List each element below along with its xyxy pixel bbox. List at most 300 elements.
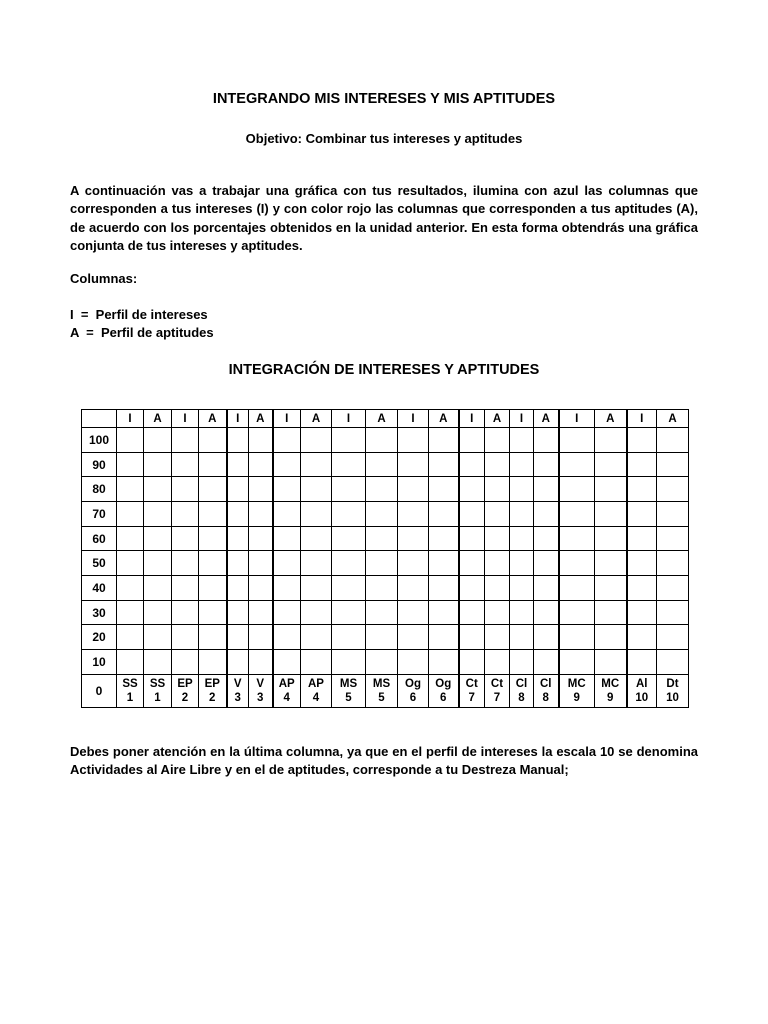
grid-cell[interactable] (429, 551, 459, 576)
column-code: EP (177, 677, 193, 690)
grid-cell[interactable] (332, 428, 366, 453)
grid-cell[interactable] (144, 452, 172, 477)
table-row (82, 551, 689, 576)
grid-cell[interactable] (559, 650, 595, 675)
grid-cell[interactable] (117, 428, 144, 453)
column-number: 9 (607, 691, 614, 704)
grid-cell[interactable] (273, 477, 301, 502)
grid-cell[interactable] (273, 625, 301, 650)
grid-cell[interactable] (398, 600, 429, 625)
grid-cell[interactable] (398, 452, 429, 477)
y-label: 60 (82, 526, 117, 551)
grid-cell[interactable] (485, 600, 510, 625)
header-cell: A (485, 410, 510, 428)
column-code-cell (485, 674, 510, 707)
grid-cell[interactable] (332, 452, 366, 477)
table-row (82, 428, 689, 453)
grid-cell[interactable] (273, 428, 301, 453)
grid-cell[interactable] (595, 428, 627, 453)
grid-cell[interactable] (144, 502, 172, 527)
grid-cell[interactable] (510, 600, 534, 625)
grid-cell[interactable] (534, 452, 559, 477)
grid-cell[interactable] (273, 452, 301, 477)
grid-cell[interactable] (227, 428, 249, 453)
header-cell: I (227, 410, 249, 428)
grid-cell[interactable] (429, 477, 459, 502)
grid-cell[interactable] (249, 526, 273, 551)
grid-cell[interactable] (627, 625, 657, 650)
grid-cell[interactable] (366, 625, 398, 650)
grid-cell[interactable] (227, 452, 249, 477)
grid-cell[interactable] (301, 551, 332, 576)
column-code: SS (122, 677, 138, 690)
column-code: Ct (490, 677, 504, 690)
grid-cell[interactable] (510, 551, 534, 576)
grid-cell[interactable] (595, 576, 627, 601)
grid-cell[interactable] (534, 650, 559, 675)
grid-cell[interactable] (485, 502, 510, 527)
grid-cell[interactable] (657, 650, 689, 675)
grid-cell[interactable] (172, 526, 199, 551)
grid-cell[interactable] (657, 600, 689, 625)
grid-cell[interactable] (559, 576, 595, 601)
grid-cell[interactable] (627, 428, 657, 453)
grid-cell[interactable] (429, 576, 459, 601)
columns-label: Columnas: (70, 271, 138, 286)
grid-cell[interactable] (117, 452, 144, 477)
column-number: 7 (468, 691, 475, 704)
grid-cell[interactable] (144, 477, 172, 502)
grid-cell[interactable] (172, 477, 199, 502)
grid-cell[interactable] (366, 600, 398, 625)
grid-cell[interactable] (534, 576, 559, 601)
column-number: 2 (209, 691, 216, 704)
grid-cell[interactable] (199, 576, 227, 601)
column-code-cell (227, 674, 249, 707)
grid-cell[interactable] (172, 452, 199, 477)
column-number: 3 (234, 691, 241, 704)
interests-aptitudes-grid (81, 409, 689, 708)
grid-cell[interactable] (534, 625, 559, 650)
grid-cell[interactable] (332, 650, 366, 675)
grid-cell[interactable] (657, 452, 689, 477)
grid-cell[interactable] (595, 625, 627, 650)
grid-cell[interactable] (301, 625, 332, 650)
grid-cell[interactable] (459, 477, 485, 502)
header-cell: A (657, 410, 689, 428)
grid-cell[interactable] (559, 452, 595, 477)
grid-cell[interactable] (249, 600, 273, 625)
grid-cell[interactable] (627, 526, 657, 551)
column-code: AP (308, 677, 324, 690)
grid-cell[interactable] (301, 600, 332, 625)
grid-cell[interactable] (398, 477, 429, 502)
grid-cell[interactable] (227, 477, 249, 502)
column-code: Cl (515, 677, 528, 690)
grid-cell[interactable] (366, 502, 398, 527)
y-label: 50 (82, 551, 117, 576)
grid-cell[interactable] (366, 576, 398, 601)
grid-cell[interactable] (595, 551, 627, 576)
grid-cell[interactable] (144, 600, 172, 625)
grid-cell[interactable] (485, 650, 510, 675)
grid-cell[interactable] (559, 428, 595, 453)
table-header-row (82, 410, 689, 428)
grid-cell[interactable] (459, 650, 485, 675)
grid-cell[interactable] (249, 551, 273, 576)
grid-cell[interactable] (657, 477, 689, 502)
grid-cell[interactable] (199, 625, 227, 650)
grid-cell[interactable] (249, 502, 273, 527)
column-code: MC (601, 677, 620, 690)
grid-cell[interactable] (559, 502, 595, 527)
grid-cell[interactable] (510, 428, 534, 453)
grid-cell[interactable] (485, 526, 510, 551)
column-number: 3 (257, 691, 264, 704)
grid-cell[interactable] (429, 650, 459, 675)
grid-cell[interactable] (429, 526, 459, 551)
grid-cell[interactable] (559, 526, 595, 551)
table-row (82, 600, 689, 625)
table-footer-row (82, 674, 689, 707)
column-code: MS (339, 677, 358, 690)
grid-cell[interactable] (227, 576, 249, 601)
grid-cell[interactable] (301, 477, 332, 502)
table-row (82, 452, 689, 477)
grid-cell[interactable] (249, 576, 273, 601)
grid-cell[interactable] (595, 600, 627, 625)
grid-cell[interactable] (510, 625, 534, 650)
grid-cell[interactable] (657, 625, 689, 650)
grid-cell[interactable] (485, 477, 510, 502)
grid-cell[interactable] (534, 600, 559, 625)
grid-cell[interactable] (199, 477, 227, 502)
grid-cell[interactable] (595, 477, 627, 502)
grid-cell[interactable] (332, 477, 366, 502)
column-code-cell (595, 674, 627, 707)
grid-cell[interactable] (459, 625, 485, 650)
column-code-cell (144, 674, 172, 707)
grid-cell[interactable] (117, 477, 144, 502)
grid-cell[interactable] (459, 526, 485, 551)
grid-cell[interactable] (559, 625, 595, 650)
header-cell: I (559, 410, 595, 428)
grid-cell[interactable] (459, 576, 485, 601)
grid-cell[interactable] (398, 576, 429, 601)
y-label: 90 (82, 452, 117, 477)
column-code: MS (372, 677, 391, 690)
grid-cell[interactable] (117, 551, 144, 576)
grid-cell[interactable] (249, 428, 273, 453)
grid-cell[interactable] (144, 576, 172, 601)
grid-cell[interactable] (332, 502, 366, 527)
grid-cell[interactable] (657, 576, 689, 601)
column-code-cell (249, 674, 273, 707)
grid-cell[interactable] (366, 428, 398, 453)
column-code: V (256, 677, 265, 690)
table-row (82, 576, 689, 601)
grid-cell[interactable] (595, 650, 627, 675)
y-label: 30 (82, 600, 117, 625)
y-label: 40 (82, 576, 117, 601)
grid-cell[interactable] (485, 576, 510, 601)
grid-cell[interactable] (172, 600, 199, 625)
table-row (82, 526, 689, 551)
grid-cell[interactable] (227, 650, 249, 675)
grid-cell[interactable] (332, 600, 366, 625)
grid-cell[interactable] (249, 452, 273, 477)
grid-cell[interactable] (429, 600, 459, 625)
grid-cell[interactable] (657, 526, 689, 551)
header-cell: A (366, 410, 398, 428)
grid-cell[interactable] (172, 428, 199, 453)
grid-cell[interactable] (485, 452, 510, 477)
zero-label: 0 (82, 674, 117, 707)
header-cell: A (595, 410, 627, 428)
grid-cell[interactable] (534, 428, 559, 453)
column-number: 1 (154, 691, 161, 704)
grid-cell[interactable] (627, 650, 657, 675)
y-label: 20 (82, 625, 117, 650)
column-code: Al (636, 677, 648, 690)
column-code-cell (534, 674, 559, 707)
header-cell: A (249, 410, 273, 428)
grid-cell[interactable] (227, 526, 249, 551)
column-code: Dt (666, 677, 679, 690)
grid-cell[interactable] (559, 477, 595, 502)
grid-cell[interactable] (144, 526, 172, 551)
grid-cell[interactable] (273, 650, 301, 675)
grid-cell[interactable] (227, 502, 249, 527)
grid-cell[interactable] (301, 452, 332, 477)
grid-cell[interactable] (459, 600, 485, 625)
grid-cell[interactable] (534, 502, 559, 527)
column-code-cell (627, 674, 657, 707)
grid-cell[interactable] (117, 600, 144, 625)
grid-cell[interactable] (485, 551, 510, 576)
grid-cell[interactable] (301, 502, 332, 527)
header-cell: I (117, 410, 144, 428)
grid-cell[interactable] (172, 576, 199, 601)
grid-cell[interactable] (301, 576, 332, 601)
column-code: AP (278, 677, 295, 690)
grid-cell[interactable] (199, 650, 227, 675)
grid-cell[interactable] (459, 452, 485, 477)
grid-cell[interactable] (459, 428, 485, 453)
column-code: Og (435, 677, 452, 690)
column-number: 8 (542, 691, 549, 704)
grid-cell[interactable] (144, 428, 172, 453)
note-paragraph: Debes poner atención en la última columna, ya que en el perfil de intereses la escala 10 se denomina Actividades al Aire Libre y en el de aptitudes, corresponde a tu Destreza Manual; (70, 744, 698, 778)
grid-cell[interactable] (273, 600, 301, 625)
grid-cell[interactable] (657, 428, 689, 453)
grid-cell[interactable] (510, 650, 534, 675)
header-cell: I (332, 410, 366, 428)
grid-cell[interactable] (332, 526, 366, 551)
grid-cell[interactable] (332, 551, 366, 576)
grid-cell[interactable] (332, 576, 366, 601)
grid-cell[interactable] (332, 625, 366, 650)
column-code: Ct (465, 677, 478, 690)
legend-interests: I = Perfil de intereses (70, 307, 208, 322)
column-number: 5 (345, 691, 352, 704)
column-code-cell (273, 674, 301, 707)
grid-cell[interactable] (172, 551, 199, 576)
grid-cell[interactable] (657, 502, 689, 527)
grid-cell[interactable] (510, 576, 534, 601)
column-code-cell (332, 674, 366, 707)
grid-cell[interactable] (172, 650, 199, 675)
column-code: SS (149, 677, 166, 690)
grid-cell[interactable] (366, 526, 398, 551)
y-label: 100 (82, 428, 117, 453)
grid-cell[interactable] (199, 452, 227, 477)
grid-cell[interactable] (199, 600, 227, 625)
header-cell: A (301, 410, 332, 428)
column-code-cell (510, 674, 534, 707)
grid-cell[interactable] (249, 477, 273, 502)
grid-cell[interactable] (559, 600, 595, 625)
grid-cell[interactable] (510, 502, 534, 527)
grid-cell[interactable] (534, 526, 559, 551)
grid-cell[interactable] (301, 526, 332, 551)
grid-cell[interactable] (273, 526, 301, 551)
grid-cell[interactable] (199, 526, 227, 551)
grid-cell[interactable] (301, 650, 332, 675)
table-row (82, 625, 689, 650)
grid-cell[interactable] (172, 502, 199, 527)
grid-cell[interactable] (485, 625, 510, 650)
grid-cell[interactable] (429, 452, 459, 477)
header-cell: A (199, 410, 227, 428)
grid-cell[interactable] (627, 477, 657, 502)
grid-cell[interactable] (117, 625, 144, 650)
grid-cell[interactable] (627, 551, 657, 576)
column-code-cell (199, 674, 227, 707)
grid-cell[interactable] (459, 551, 485, 576)
grid-cell[interactable] (398, 650, 429, 675)
grid-cell[interactable] (117, 650, 144, 675)
column-number: 1 (126, 691, 134, 704)
column-code-cell (459, 674, 485, 707)
header-cell: I (398, 410, 429, 428)
column-number: 10 (666, 691, 679, 704)
grid-cell[interactable] (117, 526, 144, 551)
grid-cell[interactable] (398, 526, 429, 551)
header-cell: I (510, 410, 534, 428)
grid-cell[interactable] (559, 551, 595, 576)
header-cell: A (144, 410, 172, 428)
column-code: EP (204, 677, 220, 690)
grid-cell[interactable] (249, 625, 273, 650)
grid-cell[interactable] (429, 428, 459, 453)
legend-aptitudes: A = Perfil de aptitudes (70, 325, 214, 340)
grid-cell[interactable] (227, 551, 249, 576)
grid-cell[interactable] (429, 502, 459, 527)
grid-cell[interactable] (510, 526, 534, 551)
header-cell: I (273, 410, 301, 428)
grid-cell[interactable] (398, 502, 429, 527)
grid-cell[interactable] (227, 625, 249, 650)
column-code-cell (398, 674, 429, 707)
column-code-cell (559, 674, 595, 707)
grid-cell[interactable] (249, 650, 273, 675)
grid-cell[interactable] (366, 650, 398, 675)
grid-cell[interactable] (595, 502, 627, 527)
table-row (82, 650, 689, 675)
grid-cell[interactable] (366, 477, 398, 502)
grid-cell[interactable] (510, 477, 534, 502)
column-code-cell (366, 674, 398, 707)
grid-cell[interactable] (459, 502, 485, 527)
grid-cell[interactable] (273, 576, 301, 601)
grid-cell[interactable] (199, 428, 227, 453)
corner-cell (82, 410, 117, 428)
header-cell: A (429, 410, 459, 428)
grid-cell[interactable] (485, 428, 510, 453)
grid-cell[interactable] (627, 600, 657, 625)
grid-cell[interactable] (273, 502, 301, 527)
grid-cell[interactable] (534, 551, 559, 576)
grid-cell[interactable] (627, 576, 657, 601)
column-code: V (233, 677, 242, 690)
grid-cell[interactable] (273, 551, 301, 576)
column-code-cell (172, 674, 199, 707)
grid-cell[interactable] (510, 452, 534, 477)
grid-cell[interactable] (398, 551, 429, 576)
column-number: 8 (518, 691, 525, 704)
table-title: INTEGRACIÓN DE INTERESES Y APTITUDES (228, 362, 540, 378)
grid-cell[interactable] (595, 526, 627, 551)
grid-cell[interactable] (429, 625, 459, 650)
grid-cell[interactable] (144, 650, 172, 675)
header-cell: I (627, 410, 657, 428)
grid-cell[interactable] (172, 625, 199, 650)
grid-cell[interactable] (398, 428, 429, 453)
grid-cell[interactable] (366, 551, 398, 576)
y-label: 10 (82, 650, 117, 675)
column-number: 9 (573, 691, 580, 704)
grid-cell[interactable] (627, 502, 657, 527)
header-cell: I (172, 410, 199, 428)
column-number: 2 (181, 691, 189, 704)
grid-cell[interactable] (627, 452, 657, 477)
table-row (82, 502, 689, 527)
column-code: MC (567, 677, 586, 690)
column-number: 6 (409, 691, 417, 704)
grid-cell[interactable] (117, 576, 144, 601)
column-code: Cl (540, 677, 552, 690)
grid-cell[interactable] (199, 502, 227, 527)
column-code-cell (117, 674, 144, 707)
grid-cell[interactable] (227, 600, 249, 625)
grid-cell[interactable] (595, 452, 627, 477)
column-code-cell (429, 674, 459, 707)
column-number: 4 (312, 691, 320, 704)
column-number: 6 (440, 691, 447, 704)
column-code-cell (657, 674, 689, 707)
grid-cell[interactable] (144, 625, 172, 650)
grid-cell[interactable] (301, 428, 332, 453)
grid-cell[interactable] (144, 551, 172, 576)
grid-cell[interactable] (534, 477, 559, 502)
grid-cell[interactable] (199, 551, 227, 576)
grid-cell[interactable] (117, 502, 144, 527)
grid-cell[interactable] (366, 452, 398, 477)
header-cell: I (459, 410, 485, 428)
grid-cell[interactable] (398, 625, 429, 650)
grid-cell[interactable] (657, 551, 689, 576)
